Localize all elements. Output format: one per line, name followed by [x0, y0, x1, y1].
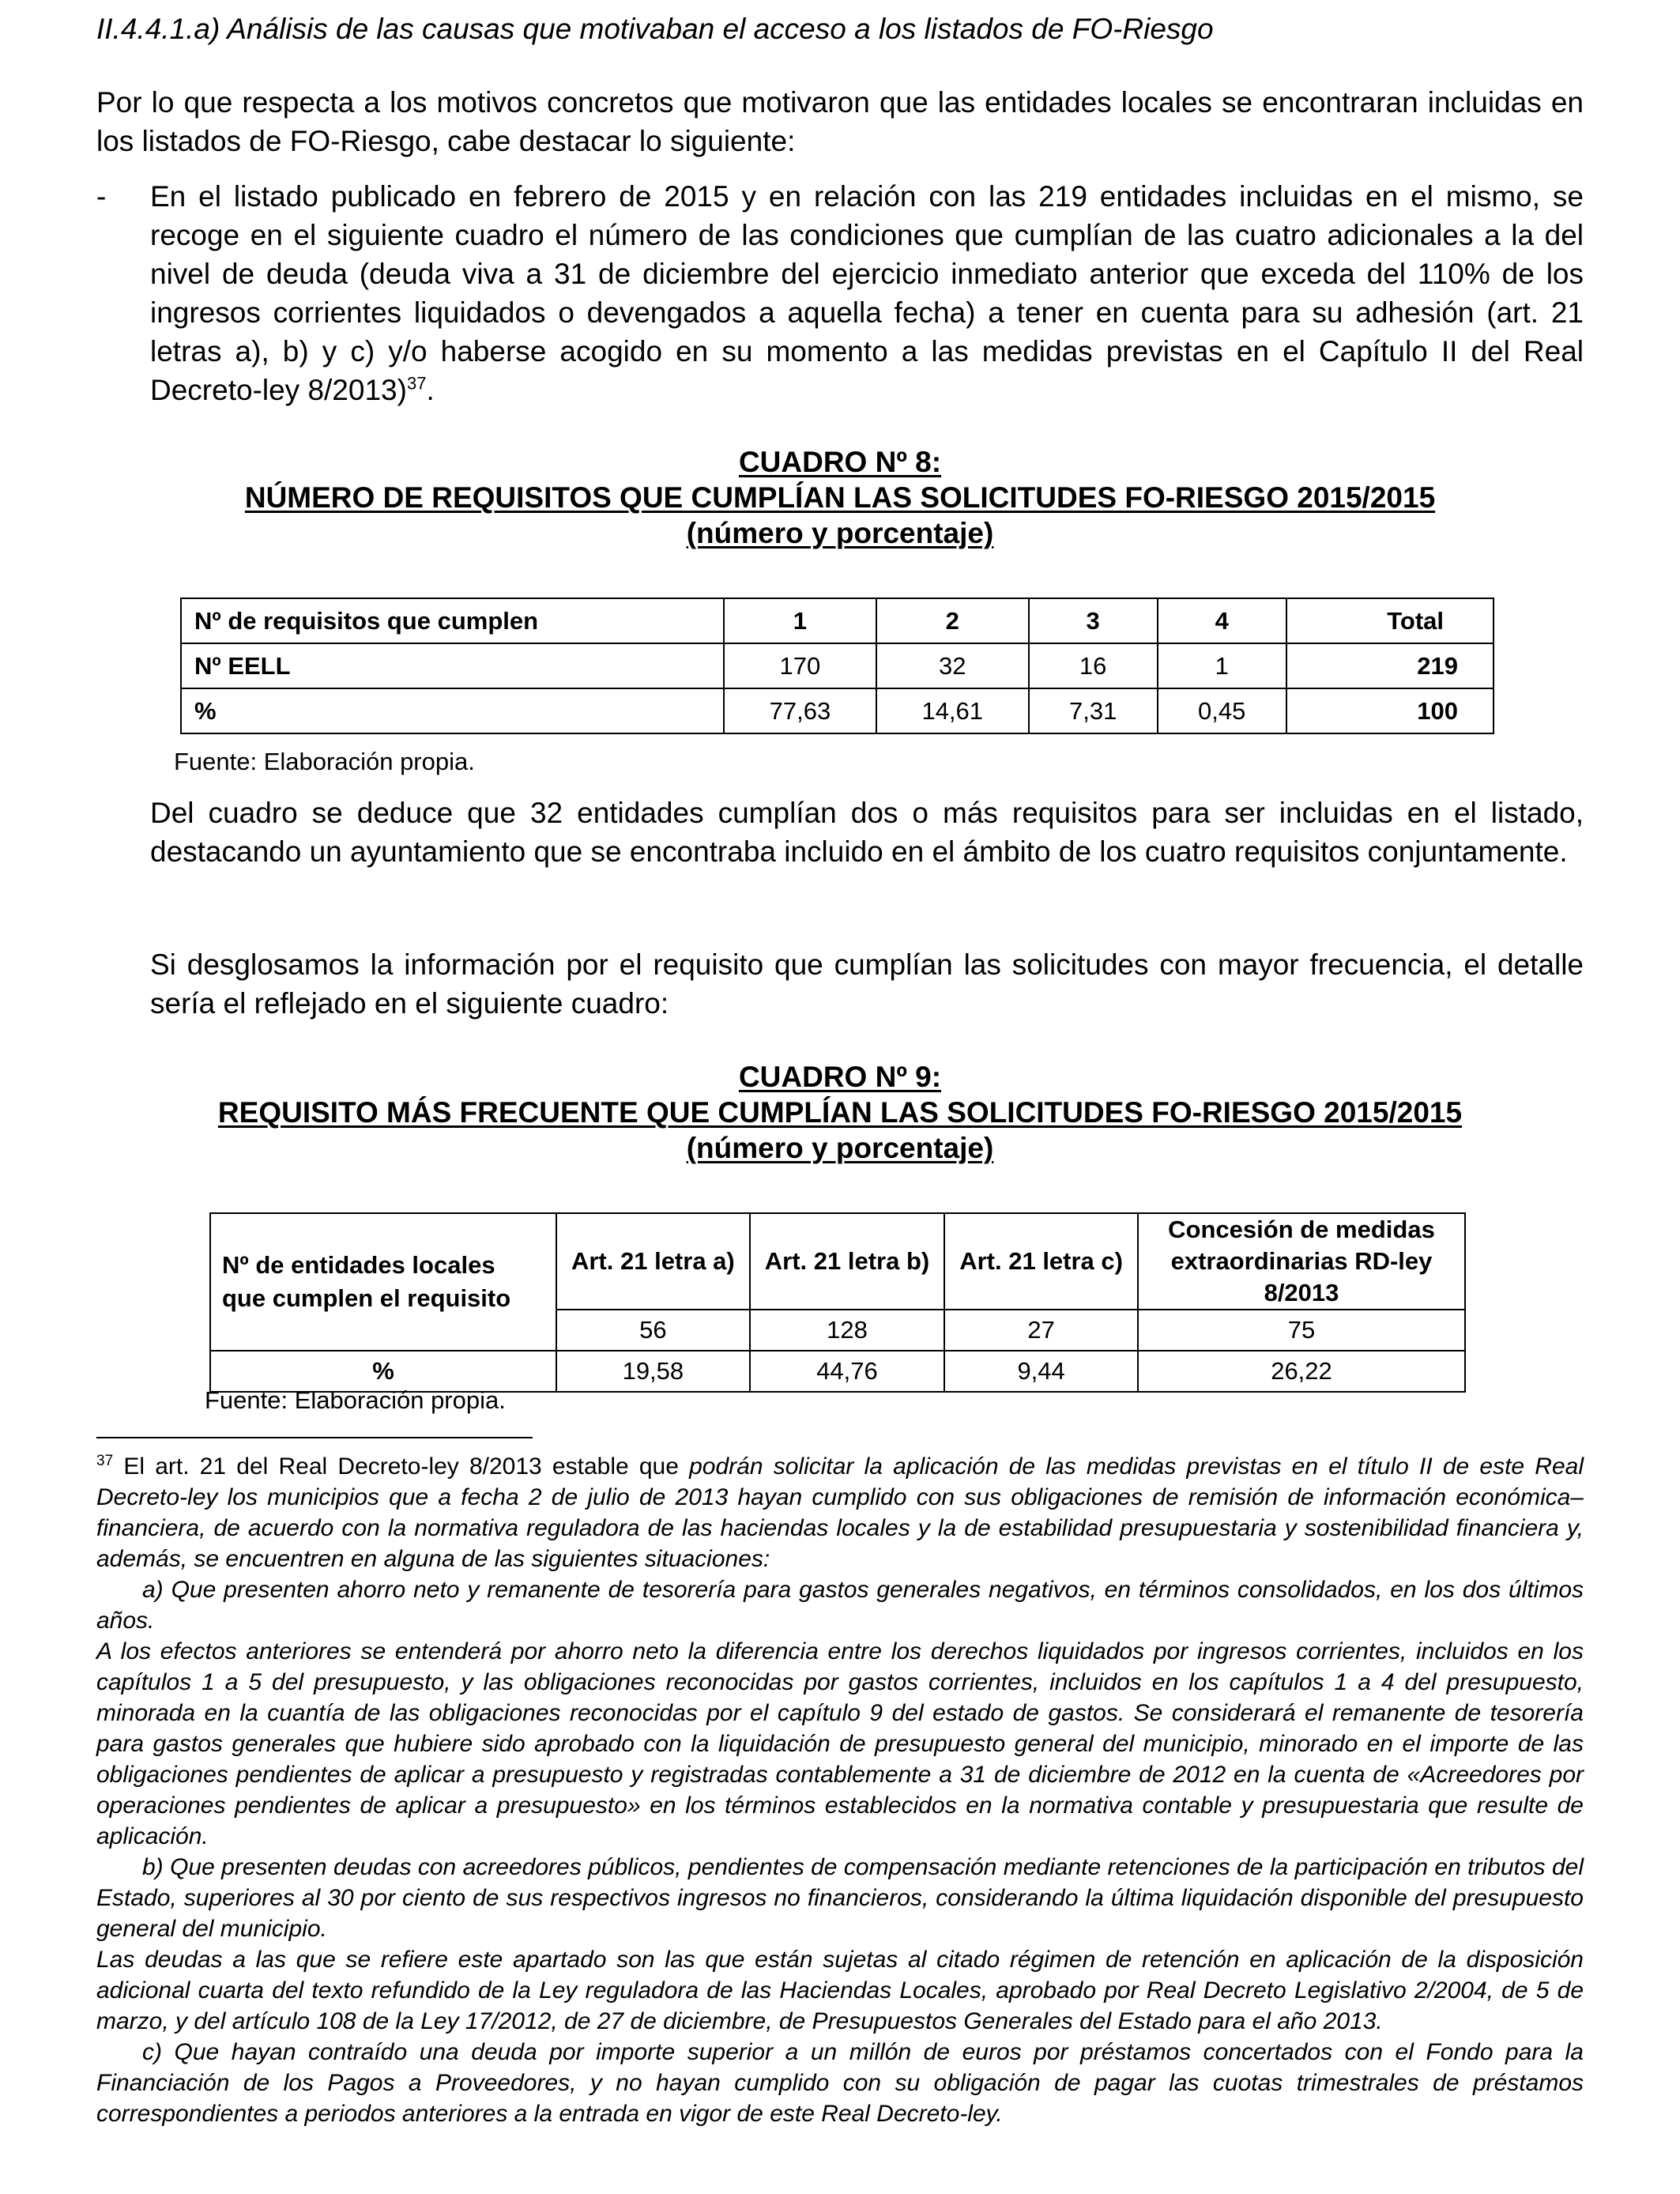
- table-cell: 56: [556, 1310, 750, 1351]
- table-cell-total: 219: [1286, 643, 1494, 688]
- cuadro8-subtitle: (número y porcentaje): [686, 517, 994, 549]
- bullet-end: .: [426, 374, 435, 406]
- table-header-cell: Total: [1286, 598, 1494, 643]
- footnote-separator: [96, 1437, 533, 1438]
- table-header-cell: 2: [876, 598, 1029, 643]
- footnote-item-c: [96, 2037, 1584, 2129]
- cuadro9-number: CUADRO Nº 9:: [738, 1061, 942, 1093]
- table-cell: 44,76: [750, 1351, 944, 1392]
- footnote-item-a: [96, 1574, 1584, 1636]
- table-cell: 14,61: [876, 688, 1029, 733]
- table-cell: 75: [1138, 1310, 1465, 1351]
- table-header-cell: Art. 21 letra c): [944, 1213, 1138, 1310]
- table-header-row: [181, 598, 1494, 643]
- footnote-item-b: [96, 1852, 1584, 1944]
- table-row-label: %: [181, 688, 724, 733]
- cuadro9-table: [209, 1212, 1466, 1393]
- table-cell: 77,63: [724, 688, 876, 733]
- table-header-cell: 1: [724, 598, 876, 643]
- table-cell: 19,58: [556, 1351, 750, 1392]
- footnote-item-b-detail: [96, 1944, 1584, 2037]
- bullet-dash: -: [96, 180, 107, 213]
- bullet-text: En el listado publicado en febrero de 2015 y en relación con las 219 entidades incluidas en el mismo, se recoge en el siguiente cuadro el número de las condiciones que cumplían de las cuatro adicionales a la del nivel de deuda (deuda viva a 31 de diciembre del ejercicio inmediato anterior que exceda del 110% de los ingresos corrientes liquidados o devengados a aquella fecha) a tener en cuenta para su adhesión (art. 21 letras a), b) y c) y/o haberse acogido en su momento a las medidas previstas en el Capítulo II del Real Decreto-ley 8/2013): [150, 180, 1584, 406]
- table-cell: 1: [1158, 643, 1286, 688]
- footnote-37: [96, 1451, 1584, 2129]
- footnote-item-c-text: c) Que hayan contraído una deuda por importe superior a un millón de euros por préstamos concertados con el Fondo para la Financiación de los Pagos a Proveedores, y no hayan cumplido con su obligación de pagar las cuotas trimestrales de préstamos correspondientes a periodos anteriores a la entrada en vigor de este Real Decreto-ley.: [96, 2039, 1584, 2127]
- cuadro8-number: CUADRO Nº 8:: [738, 446, 942, 478]
- table-row: [181, 643, 1494, 688]
- cuadro9-subtitle: (número y porcentaje): [686, 1132, 994, 1164]
- footnote-item-a-detail-text: A los efectos anteriores se entenderá por ahorro neto la diferencia entre los derechos liquidados por ingresos corrientes, incluidos en los capítulos 1 a 5 del presupuesto, y las obligaciones reconocidas por gastos corrientes, incluidos en los capítulos 1 a 4 del presupuesto, minorada en la cuantía de las obligaciones reconocidas por el capítulo 9 del estado de gastos. Se considerará el remanente de tesorería para gastos generales que hubiere sido aprobado con la liquidación de presupuesto general del municipio, minorado en el importe de las obligaciones pendientes de aplicar a presupuesto y registradas contablemente a 31 de diciembre de 2012 en la cuenta de «Acreedores por operaciones pendientes de aplicar a presupuesto» en los términos establecidos en la normativa contable y presupuestaria que resulte de aplicación.: [96, 1638, 1584, 1849]
- cuadro8-heading: [96, 444, 1584, 551]
- table-header-row: [210, 1213, 1465, 1310]
- table-header-cell: 3: [1029, 598, 1158, 643]
- intro-paragraph: Por lo que respecta a los motivos concretos que motivaron que las entidades locales se encontraran incluidas en los listados de FO-Riesgo, cabe destacar lo siguiente:: [96, 86, 1584, 157]
- table-header-cell: Art. 21 letra a): [556, 1213, 750, 1310]
- table-row: [181, 688, 1494, 733]
- cuadro8-title: NÚMERO DE REQUISITOS QUE CUMPLÍAN LAS SOLICITUDES FO-RIESGO 2015/2015: [244, 481, 1436, 514]
- table-header-cell: Concesión de medidas extraordinarias RD-ley 8/2013: [1138, 1213, 1465, 1310]
- table-row-label: Nº de entidades locales que cumplen el requisito: [210, 1213, 556, 1351]
- paragraph-3: Del cuadro se deduce que 32 entidades cumplían dos o más requisitos para ser incluidas en el listado, destacando un ayuntamiento que se encontraba incluido en el ámbito de los cuatro requisitos conjuntamente.: [150, 797, 1584, 868]
- table-cell: 128: [750, 1310, 944, 1351]
- table-cell: 7,31: [1029, 688, 1158, 733]
- table-cell: 170: [724, 643, 876, 688]
- cuadro9-heading: [96, 1059, 1584, 1166]
- table-row-label: %: [210, 1351, 556, 1392]
- table-cell: 16: [1029, 643, 1158, 688]
- footnote-item-b-text: b) Que presenten deudas con acreedores públicos, pendientes de compensación mediante retenciones de la participación en tributos del Estado, superiores al 30 por ciento de sus respectivos ingresos no financieros, considerando la última liquidación disponible del presupuesto general del municipio.: [96, 1854, 1584, 1942]
- table-header-cell: 4: [1158, 598, 1286, 643]
- table-row-label: Nº EELL: [181, 643, 724, 688]
- cuadro9-source: Fuente: Elaboración propia.: [205, 1386, 506, 1414]
- cuadro8-source: Fuente: Elaboración propia.: [174, 748, 475, 775]
- footnote-ref-37[interactable]: 37: [406, 373, 427, 394]
- table-cell: 26,22: [1138, 1351, 1465, 1392]
- table-cell: 27: [944, 1310, 1138, 1351]
- cuadro8-table: [180, 598, 1494, 734]
- table-cell-total: 100: [1286, 688, 1494, 733]
- cuadro9-title: REQUISITO MÁS FRECUENTE QUE CUMPLÍAN LAS SOLICITUDES FO-RIESGO 2015/2015: [217, 1096, 1463, 1129]
- table-cell: 0,45: [1158, 688, 1286, 733]
- table-cell: 9,44: [944, 1351, 1138, 1392]
- table-header-cell: Nº de requisitos que cumplen: [181, 598, 724, 643]
- footnote-item-a-text: a) Que presenten ahorro neto y remanente de tesorería para gastos generales negativos, en términos consolidados, en los dos últimos años.: [96, 1577, 1584, 1634]
- footnote-quote: podrán solicitar la aplicación de las medidas previstas en el título II de este Real Decreto-ley los municipios que a fecha 2 de julio de 2013 hayan cumplido con sus obligaciones de remisión de información económica– financiera, de acuerdo con la normativa reguladora de las haciendas locales y la de estabilidad presupuestaria y sostenibilidad financiera y, además, se encuentren en alguna de las siguientes situaciones:: [96, 1453, 1584, 1572]
- footnote-lead-text: El art. 21 del Real Decreto-ley 8/2013 estable que: [113, 1453, 690, 1480]
- footnote-number: 37: [96, 1453, 114, 1469]
- footnote-item-b-detail-text: Las deudas a las que se refiere este apartado son las que están sujetas al citado régimen de retención en aplicación de la disposición adicional cuarta del texto refundido de la Ley reguladora de las Haciendas Locales, aprobado por Real Decreto Legislativo 2/2004, de 5 de marzo, y del artículo 108 de la Ley 17/2012, de 27 de diciembre, de Presupuestos Generales del Estado para el año 2013.: [96, 1947, 1584, 2034]
- paragraph-4: Si desglosamos la información por el requisito que cumplían las solicitudes con mayor frecuencia, el detalle sería el reflejado en el siguiente cuadro:: [150, 948, 1584, 1020]
- footnote-lead: [96, 1451, 1584, 1574]
- table-cell: 32: [876, 643, 1029, 688]
- footnote-item-a-detail: [96, 1636, 1584, 1852]
- section-heading: II.4.4.1.a) Análisis de las causas que motivaban el acceso a los listados de FO-Riesgo: [96, 13, 1214, 45]
- table-header-cell: Art. 21 letra b): [750, 1213, 944, 1310]
- bullet-paragraph: [150, 177, 1584, 409]
